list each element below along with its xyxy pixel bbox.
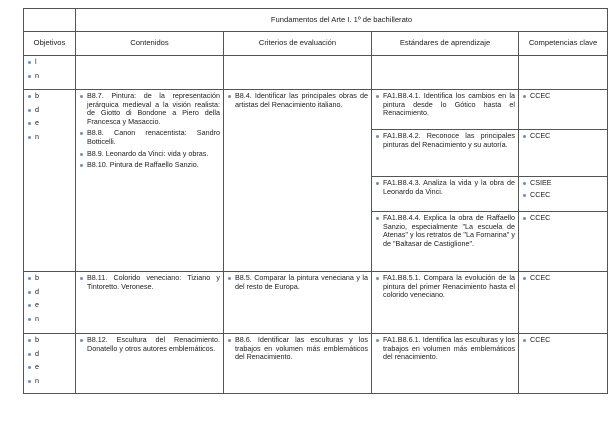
competencia-item: CCEC — [522, 92, 604, 101]
competencia-item: CCEC — [522, 191, 604, 200]
contenido-item: B8.12. Escultura del Renacimiento. Donatello y otros autores emblemáticos. — [79, 336, 220, 353]
criterios-cell — [224, 272, 372, 334]
objetivo-item: n — [27, 377, 72, 386]
header-contenidos: Contenidos — [76, 32, 224, 56]
competencias-cell — [519, 334, 608, 394]
title-row — [24, 9, 608, 32]
objetivo-item: e — [27, 363, 72, 372]
objetivo-item: e — [27, 301, 72, 310]
competencia-item: CCEC — [522, 336, 604, 345]
estandar-cell — [372, 212, 519, 272]
competencia-item: CSIEE — [522, 179, 604, 188]
competencia-item: CCEC — [522, 132, 604, 141]
objetivos-cell — [24, 90, 76, 272]
objetivo-item: n — [27, 72, 72, 81]
estandar-item: FA1.B8.4.2. Reconoce las principales pinturas del Renacimiento y su autoría. — [375, 132, 515, 149]
title-blank-cell — [24, 9, 76, 32]
contenido-item: B8.7. Pintura: de la representación jerárquica medieval a la visión realista: de Giotto di Bondone a Piero della Francesca y Masaccio. — [79, 92, 220, 126]
header-row — [24, 32, 608, 56]
objetivo-item: e — [27, 119, 72, 128]
estandar-cell — [372, 130, 519, 177]
table-row — [24, 56, 608, 90]
estandar-cell — [372, 177, 519, 212]
criterio-item: B8.6. Identificar las esculturas y los trabajos en volumen más emblemáticos del Renacimiento. — [227, 336, 368, 362]
header-estandares: Estándares de aprendizaje — [372, 32, 519, 56]
criterio-item: B8.5. Comparar la pintura veneciana y la del resto de Europa. — [227, 274, 368, 291]
header-objetivos: Objetivos — [24, 32, 76, 56]
estandares-cell — [372, 56, 519, 90]
estandar-item: FA1.B8.6.1. Identifica las esculturas y los trabajos en volumen más emblemáticos del renacimiento. — [375, 336, 515, 362]
table-row — [24, 90, 608, 130]
competencias-cell — [519, 130, 608, 177]
objetivo-item: l — [27, 58, 72, 67]
estandar-cell — [372, 90, 519, 130]
curriculum-table-wrapper — [23, 8, 607, 394]
contenido-item: B8.8. Canon renacentista: Sandro Botticelli. — [79, 129, 220, 146]
estandar-item: FA1.B8.4.1. Identifica los cambios en la pintura desde lo Gótico hasta el Renacimiento. — [375, 92, 515, 118]
estandar-item: FA1.B8.4.3. Analiza la vida y la obra de Leonardo da Vinci. — [375, 179, 515, 196]
objetivo-item: d — [27, 288, 72, 297]
contenidos-cell — [76, 56, 224, 90]
contenidos-cell — [76, 272, 224, 334]
competencias-cell — [519, 212, 608, 272]
competencias-cell — [519, 177, 608, 212]
estandar-item: FA1.B8.5.1. Compara la evolución de la pintura del primer Renacimiento hasta el colorido veneciano. — [375, 274, 515, 300]
contenido-item: B8.9. Leonardo da Vinci: vida y obras. — [79, 150, 220, 159]
table-row — [24, 334, 608, 394]
objetivo-item: b — [27, 92, 72, 101]
curriculum-table — [23, 8, 608, 394]
criterios-cell — [224, 334, 372, 394]
header-criterios: Criterios de evaluación — [224, 32, 372, 56]
objetivo-item: d — [27, 350, 72, 359]
objetivos-cell — [24, 334, 76, 394]
criterios-cell — [224, 90, 372, 272]
objetivo-item: d — [27, 106, 72, 115]
competencia-item: CCEC — [522, 214, 604, 223]
objetivo-item: n — [27, 133, 72, 142]
objetivos-cell — [24, 272, 76, 334]
estandar-cell — [372, 272, 519, 334]
contenido-item: B8.10. Pintura de Raffaello Sanzio. — [79, 161, 220, 170]
objetivo-item: b — [27, 336, 72, 345]
contenido-item: B8.11. Colorido veneciano: Tiziano y Tintoretto. Veronese. — [79, 274, 220, 291]
header-competencias: Competencias clave — [519, 32, 608, 56]
competencias-cell — [519, 56, 608, 90]
contenidos-cell — [76, 334, 224, 394]
objetivo-item: b — [27, 274, 72, 283]
table-row — [24, 272, 608, 334]
competencia-item: CCEC — [522, 274, 604, 283]
criterios-cell — [224, 56, 372, 90]
objetivos-cell — [24, 56, 76, 90]
estandar-cell — [372, 334, 519, 394]
table-title: Fundamentos del Arte I. 1º de bachillerato — [76, 9, 608, 32]
competencias-cell — [519, 90, 608, 130]
contenidos-cell — [76, 90, 224, 272]
criterio-item: B8.4. Identificar las principales obras de artistas del Renacimiento italiano. — [227, 92, 368, 109]
estandar-item: FA1.B8.4.4. Explica la obra de Raffaello Sanzio, especialmente "La escuela de Atenas" y los retratos de "La Fornarina" y de "Baltasar de Castiglione". — [375, 214, 515, 248]
competencias-cell — [519, 272, 608, 334]
objetivo-item: n — [27, 315, 72, 324]
